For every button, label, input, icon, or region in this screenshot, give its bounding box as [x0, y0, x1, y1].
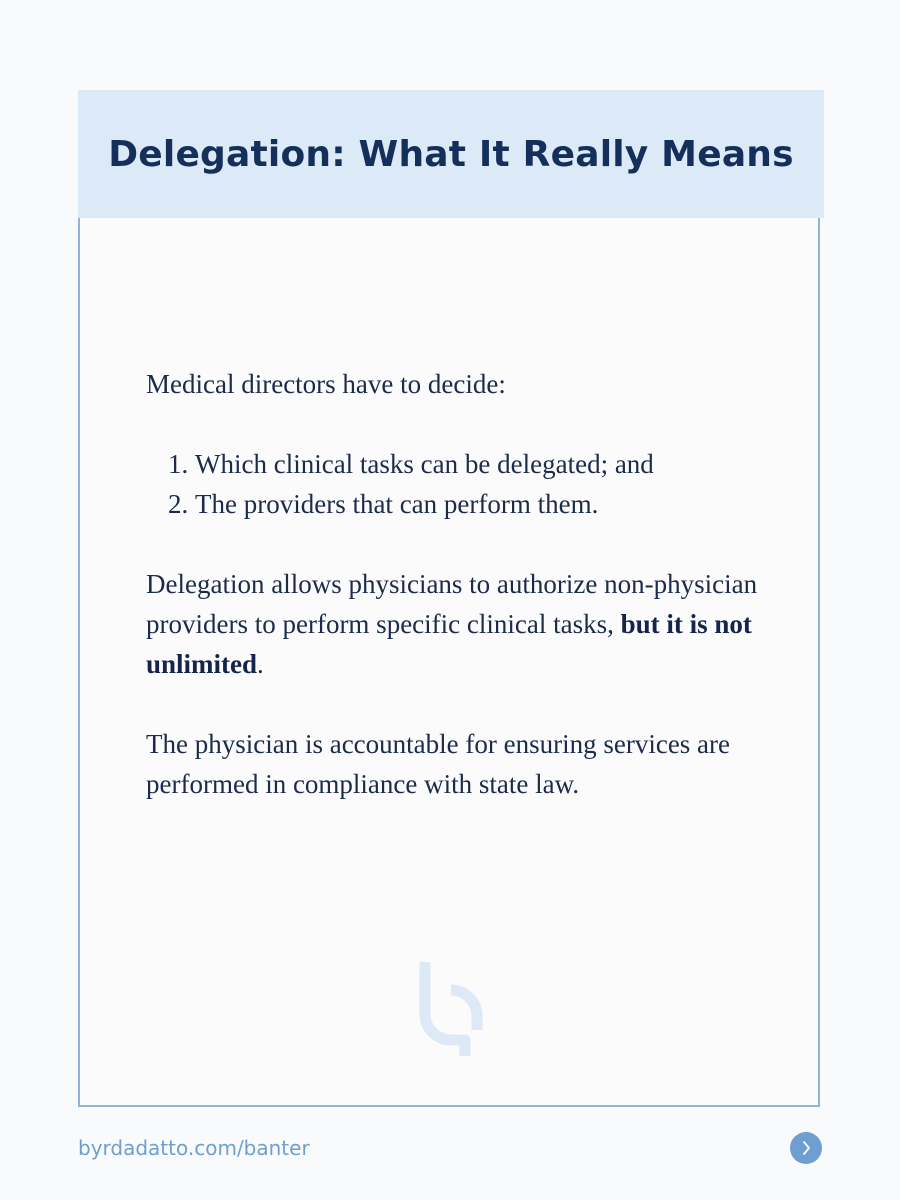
byrd-adatto-logo-icon — [417, 960, 487, 1060]
content-card — [78, 90, 820, 1107]
card-header — [78, 90, 824, 218]
card-body — [146, 364, 766, 844]
delegation-text: Delegation allows physicians to authorize non-physician providers to perform specific clinical tasks, — [146, 569, 758, 639]
delegation-paragraph — [146, 564, 766, 684]
accountability-paragraph: The physician is accountable for ensuring services are performed in compliance with state law. — [146, 729, 731, 799]
list-item-text: The providers that can perform them. — [195, 489, 599, 519]
list-item-number: 1. — [168, 449, 189, 479]
list-item — [146, 444, 766, 484]
list-item — [146, 484, 766, 524]
delegation-period: . — [257, 649, 264, 679]
footer-link[interactable]: byrdadatto.com/banter — [78, 1136, 310, 1160]
intro-text: Medical directors have to decide: — [146, 369, 506, 399]
decision-list — [146, 444, 766, 524]
delegation-emphasis: but it is not unlimited — [146, 609, 752, 679]
next-button[interactable] — [790, 1132, 822, 1164]
list-item-number: 2. — [168, 489, 189, 519]
chevron-right-icon — [799, 1140, 813, 1156]
list-item-text: Which clinical tasks can be delegated; and — [195, 449, 654, 479]
page-title: Delegation: What It Really Means — [108, 133, 794, 175]
